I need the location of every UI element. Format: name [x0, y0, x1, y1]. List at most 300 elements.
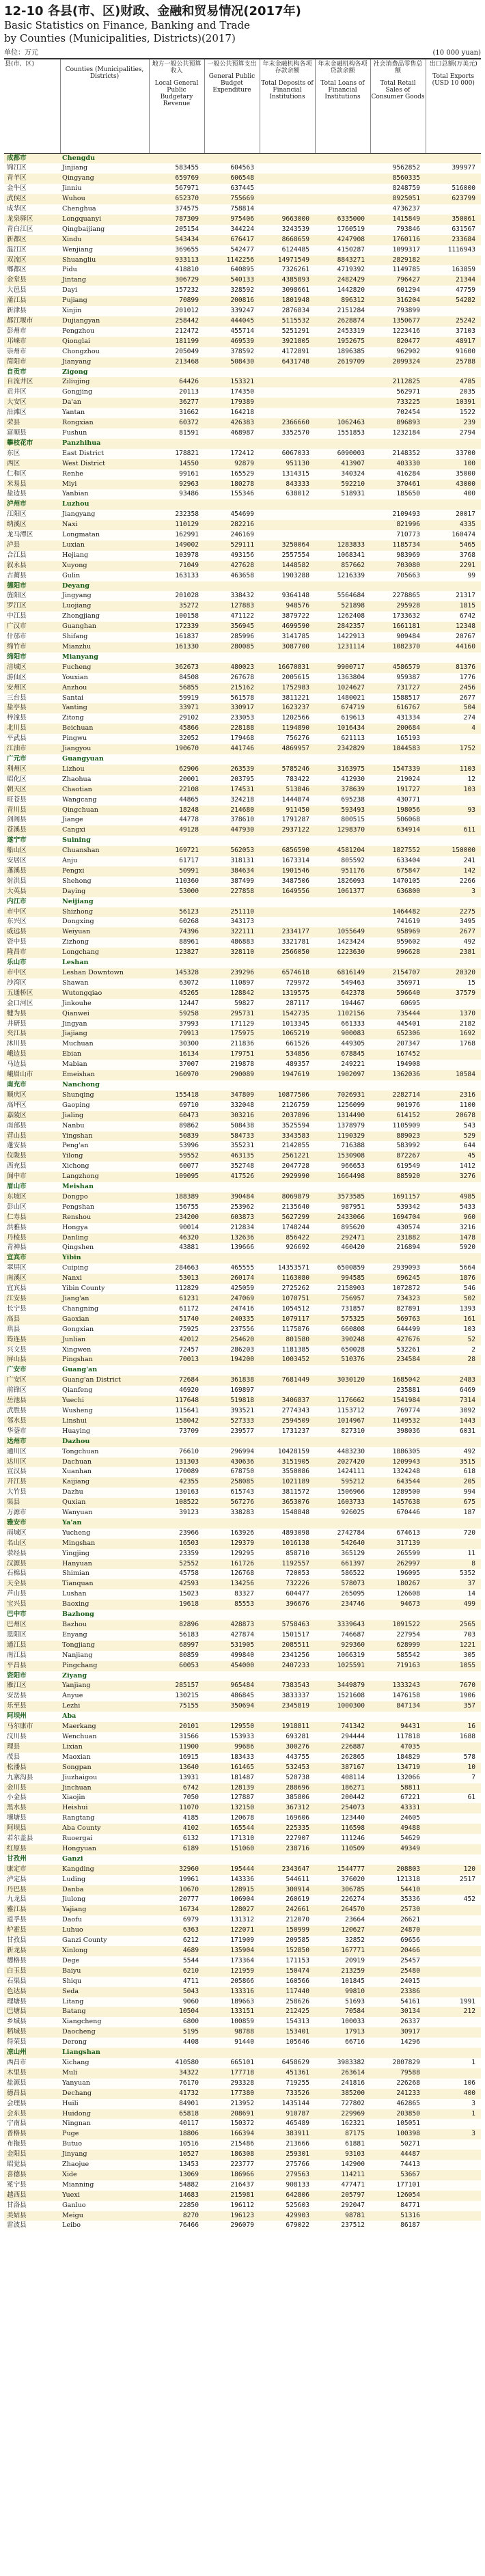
- revenue-cell: 23359: [179, 1549, 199, 1557]
- exports-cell: 161: [463, 1315, 475, 1323]
- loans-cell: 412930: [341, 775, 365, 783]
- table-row: [4, 989, 481, 999]
- deposits-cell: 3811221: [281, 694, 309, 702]
- table-row: [4, 215, 481, 225]
- loans-cell: 1442820: [337, 286, 365, 294]
- exports-cell: 631567: [452, 225, 475, 233]
- exports-cell: 1776: [459, 673, 475, 681]
- retail-cell: 126054: [396, 2191, 420, 2199]
- loans-cell: 254073: [341, 1804, 365, 1812]
- expenditure-cell: 332048: [230, 1101, 254, 1109]
- revenue-cell: 75155: [179, 1702, 199, 1710]
- row-name-cn: 利州区: [7, 765, 27, 773]
- retail-cell: 86187: [400, 2221, 420, 2230]
- exports-cell: [426, 2017, 481, 2027]
- exports-cell: 5433: [459, 1203, 475, 1211]
- retail-cell: 165193: [396, 735, 420, 743]
- retail-cell: 702454: [396, 409, 420, 417]
- deposits-cell: [260, 754, 315, 765]
- row-name-en: Jiangyou: [62, 745, 92, 753]
- revenue-cell: 4408: [182, 2038, 199, 2046]
- retail-cell: [370, 653, 426, 663]
- exports-cell: 43000: [456, 480, 475, 488]
- loans-cell: 385200: [341, 2089, 365, 2097]
- exports-cell: 37103: [456, 327, 475, 335]
- expenditure-cell: 194200: [230, 1356, 254, 1364]
- retail-cell: 539342: [396, 1203, 420, 1211]
- table-row: [4, 1569, 481, 1579]
- exports-cell: 187: [463, 1509, 475, 1517]
- loans-cell: 194467: [341, 999, 365, 1007]
- retail-cell: 889023: [396, 1132, 420, 1140]
- expenditure-cell: 975406: [230, 215, 254, 223]
- revenue-cell: 170089: [175, 1468, 199, 1476]
- row-name-cn: 泸州市: [7, 500, 27, 508]
- retail-cell: 1661181: [392, 622, 420, 631]
- expenditure-cell: 172412: [230, 449, 254, 457]
- retail-cell: 8560335: [392, 174, 420, 182]
- exports-cell: 305: [463, 1651, 475, 1659]
- expenditure-cell: 128842: [230, 989, 254, 997]
- retail-cell: [370, 836, 426, 846]
- row-name-cn: 东区: [7, 449, 20, 457]
- expenditure-cell: [204, 1712, 260, 1722]
- expenditure-cell: 180278: [230, 480, 254, 488]
- expenditure-cell: 129295: [230, 1549, 254, 1557]
- exports-cell: 4: [471, 724, 475, 732]
- deposits-cell: 1903288: [281, 571, 309, 579]
- revenue-cell: 9060: [182, 1997, 199, 2005]
- deposits-cell: 260619: [286, 1895, 309, 1904]
- expenditure-cell: 387499: [230, 877, 254, 885]
- exports-cell: 492: [463, 938, 475, 946]
- loans-cell: 292471: [341, 1233, 365, 1242]
- deposits-cell: 153401: [286, 2028, 309, 2036]
- table-row: [4, 184, 481, 194]
- row-name-en: Shawan: [62, 978, 89, 987]
- loans-cell: [315, 2048, 370, 2058]
- row-name-cn: 绵阳市: [7, 653, 27, 661]
- exports-cell: 93: [467, 806, 475, 814]
- expenditure-cell: 267678: [230, 673, 254, 681]
- revenue-cell: 31566: [179, 1732, 199, 1740]
- row-name-en: Yanting: [62, 704, 87, 712]
- retail-cell: 1149532: [392, 1416, 420, 1425]
- deposits-cell: 3352570: [281, 428, 309, 437]
- loans-cell: [315, 530, 370, 540]
- deposits-cell: 1065219: [281, 1030, 309, 1038]
- row-name-en: Lizhou: [62, 765, 85, 773]
- loans-cell: 123440: [341, 1814, 365, 1822]
- exports-cell: [426, 1518, 481, 1529]
- revenue-cell: 10527: [179, 2150, 199, 2159]
- loans-cell: 4483230: [337, 1447, 365, 1455]
- row-name-cn: 旺苍县: [7, 795, 27, 804]
- expenditure-cell: 215162: [230, 683, 254, 691]
- expenditure-cell: 352748: [230, 1162, 254, 1170]
- retail-cell: 398036: [396, 1427, 420, 1435]
- retail-cell: 2154707: [392, 969, 420, 976]
- retail-cell: 619549: [396, 1162, 420, 1170]
- row-name-cn: 朝天区: [7, 785, 27, 793]
- expenditure-cell: 486845: [230, 1692, 254, 1700]
- revenue-cell: 54882: [179, 2180, 199, 2189]
- row-name-en: Gulin: [62, 571, 81, 579]
- exports-cell: 2275: [459, 907, 475, 916]
- exports-cell: 2794: [459, 428, 475, 437]
- row-name-cn: 合江县: [7, 551, 27, 559]
- table-row: [4, 1488, 481, 1498]
- retail-cell: [370, 1712, 426, 1722]
- exports-cell: [426, 734, 481, 744]
- loans-cell: 1016434: [337, 724, 365, 732]
- retail-cell: 644499: [396, 1325, 420, 1333]
- retail-cell: 8248759: [392, 184, 420, 193]
- expenditure-cell: 251110: [230, 907, 254, 916]
- exports-cell: 103: [463, 1325, 475, 1333]
- exports-cell: [426, 1539, 481, 1549]
- exports-cell: 160474: [452, 531, 475, 539]
- row-name-en: Mianzhu: [62, 643, 92, 650]
- row-name-cn: 市中区: [7, 907, 27, 916]
- loans-cell: [315, 387, 370, 398]
- retail-cell: 793846: [396, 225, 420, 233]
- loans-cell: 1176662: [337, 1397, 365, 1405]
- row-name-en: Shimian: [62, 1570, 89, 1578]
- deposits-cell: 1791287: [281, 816, 309, 824]
- revenue-cell: 80859: [179, 1651, 199, 1659]
- exports-cell: [426, 2160, 481, 2170]
- revenue-cell: 56855: [179, 683, 199, 691]
- loans-cell: 265095: [341, 1590, 365, 1598]
- deposits-cell: 1202566: [281, 714, 309, 722]
- loans-cell: [315, 907, 370, 918]
- row-name-cn: 雁江区: [7, 1682, 27, 1690]
- row-name-cn: 苍溪县: [7, 826, 27, 834]
- row-name-cn: 宜宾市: [7, 1254, 27, 1262]
- row-name-en: Qingshen: [62, 1244, 94, 1252]
- loans-cell: 234746: [341, 1600, 365, 1608]
- exports-cell: 994: [463, 1488, 475, 1496]
- row-name-cn: 渠县: [7, 1498, 20, 1507]
- table-row: [4, 2027, 481, 2038]
- revenue-cell: 205049: [175, 347, 199, 355]
- retail-cell: 1760116: [392, 235, 420, 243]
- row-name-cn: 崇州市: [7, 347, 27, 355]
- retail-cell: 643544: [396, 1478, 420, 1486]
- loans-cell: [315, 1854, 370, 1865]
- city-row: [4, 1080, 481, 1091]
- row-name-cn: 雨城区: [7, 1529, 27, 1537]
- loans-cell: 120627: [341, 1926, 365, 1934]
- retail-cell: 506068: [396, 816, 420, 824]
- exports-cell: 54282: [456, 297, 475, 305]
- revenue-cell: 74396: [179, 928, 199, 936]
- revenue-cell: 61231: [179, 1295, 199, 1302]
- row-name-en: Jingyang: [62, 592, 92, 600]
- revenue-cell: 60473: [179, 1111, 199, 1119]
- loans-cell: 549463: [341, 978, 365, 987]
- row-name-cn: 广元市: [7, 754, 27, 763]
- table-row: [4, 1060, 481, 1070]
- row-name-cn: 汶川县: [7, 1732, 27, 1740]
- expenditure-cell: 493156: [230, 551, 254, 559]
- exports-cell: 3: [471, 2130, 475, 2138]
- row-name-cn: 威远县: [7, 928, 27, 936]
- exports-cell: 2316: [459, 1091, 475, 1099]
- loans-cell: 205797: [341, 2191, 365, 2199]
- row-name-en: Guanghan: [62, 622, 96, 631]
- retail-cell: 54629: [400, 1835, 420, 1843]
- table-row: [4, 1620, 481, 1630]
- deposits-cell: 1623237: [281, 704, 309, 712]
- table-row: [4, 1141, 481, 1151]
- expenditure-cell: 393521: [230, 1406, 254, 1414]
- row-name-cn: 简阳市: [7, 357, 27, 366]
- exports-cell: 8: [471, 1559, 475, 1567]
- retail-cell: [370, 1610, 426, 1620]
- expenditure-cell: [204, 153, 260, 163]
- exports-cell: 142: [463, 866, 475, 875]
- loans-cell: 1760519: [337, 225, 365, 233]
- deposits-cell: 1649556: [281, 887, 309, 895]
- row-name-cn: 安州区: [7, 683, 27, 691]
- revenue-cell: 65818: [179, 2109, 199, 2118]
- row-name-cn: 名山区: [7, 1539, 27, 1547]
- row-name-en: Gaoping: [62, 1101, 90, 1109]
- deposits-cell: 856422: [286, 1233, 309, 1242]
- deposits-cell: 288696: [286, 1783, 309, 1792]
- revenue-cell: [149, 499, 204, 510]
- row-name-en: Jingyan: [62, 1019, 87, 1028]
- table-row: [4, 1732, 481, 1742]
- exports-cell: 52: [467, 1335, 475, 1343]
- loans-cell: 674719: [341, 704, 365, 712]
- retail-cell: 53667: [400, 2170, 420, 2178]
- revenue-cell: 53000: [179, 887, 199, 895]
- row-name-en: Shuangliu: [62, 256, 96, 264]
- row-name-cn: 武侯区: [7, 195, 27, 203]
- row-name-cn: 芦山县: [7, 1590, 27, 1598]
- retail-cell: 226268: [396, 2079, 420, 2087]
- loans-cell: 595212: [341, 1478, 365, 1486]
- revenue-cell: 418810: [175, 266, 199, 274]
- deposits-cell: [260, 499, 315, 510]
- row-name-cn: 都江堰市: [7, 317, 33, 325]
- loans-cell: 226887: [341, 1742, 365, 1751]
- table-row: [4, 591, 481, 601]
- revenue-cell: [149, 1365, 204, 1375]
- exports-cell: 4985: [459, 1192, 475, 1201]
- row-name-cn: 普格县: [7, 2130, 27, 2138]
- loans-cell: 306785: [341, 1885, 365, 1893]
- exports-cell: 47759: [456, 286, 475, 294]
- exports-cell: 3276: [459, 1173, 475, 1181]
- expenditure-cell: 129379: [230, 1539, 254, 1547]
- row-name-en: Lushan: [62, 1590, 87, 1598]
- revenue-cell: 81591: [179, 428, 199, 437]
- deposits-cell: 429903: [286, 2211, 309, 2219]
- row-name-en: Heishui: [62, 1804, 88, 1812]
- deposits-cell: [260, 653, 315, 663]
- loans-cell: 756957: [341, 1295, 365, 1302]
- retail-cell: [370, 1437, 426, 1447]
- row-name-en: Shehong: [62, 877, 92, 885]
- table-row: [4, 316, 481, 327]
- table-row: [4, 663, 481, 673]
- row-name-en: Mabian: [62, 1060, 87, 1069]
- table-row: [4, 2129, 481, 2139]
- loans-cell: [315, 194, 370, 204]
- revenue-cell: 33971: [179, 704, 199, 712]
- table-row: [4, 1885, 481, 1895]
- retail-cell: 35336: [400, 1895, 420, 1904]
- expenditure-cell: [204, 1671, 260, 1682]
- revenue-cell: [149, 836, 204, 846]
- deposits-cell: [260, 377, 315, 387]
- expenditure-cell: 223777: [230, 2161, 254, 2169]
- row-name-cn: 武胜县: [7, 1406, 27, 1414]
- deposits-cell: 1314315: [281, 469, 309, 478]
- exports-cell: 274: [463, 714, 475, 722]
- row-name-en: Xinlong: [62, 1947, 88, 1954]
- revenue-cell: 145328: [175, 969, 199, 976]
- loans-cell: 93103: [345, 2150, 365, 2159]
- table-row: [4, 449, 481, 459]
- table-row: [4, 1345, 481, 1356]
- exports-cell: 1443: [459, 1416, 475, 1425]
- exports-cell: 21317: [456, 592, 475, 600]
- exports-cell: 3768: [459, 551, 475, 559]
- exports-cell: 10584: [456, 1071, 475, 1079]
- deposits-cell: 117440: [286, 1987, 309, 1995]
- exports-cell: 1100: [459, 1101, 475, 1109]
- expenditure-cell: [204, 439, 260, 449]
- row-name-en: Yanjiang: [62, 1682, 91, 1690]
- deposits-cell: 14353571: [277, 1264, 309, 1272]
- table-row: [4, 1549, 481, 1559]
- revenue-cell: 39123: [179, 1509, 199, 1517]
- loans-cell: 661397: [341, 1559, 365, 1567]
- row-name-cn: 涪城区: [7, 663, 27, 671]
- row-name-en: Baoxing: [62, 1600, 89, 1608]
- revenue-cell: 158042: [175, 1416, 199, 1425]
- row-name-en: Leibo: [62, 2221, 81, 2230]
- expenditure-cell: 203795: [230, 775, 254, 783]
- revenue-cell: 20001: [179, 775, 199, 783]
- row-name-cn: 得荣县: [7, 2038, 27, 2046]
- retail-cell: 827891: [396, 1304, 420, 1313]
- deposits-cell: 2341256: [281, 1651, 309, 1659]
- retail-cell: 416284: [396, 469, 420, 478]
- revenue-cell: 44778: [179, 816, 199, 824]
- loans-cell: 1153712: [337, 1406, 365, 1414]
- loans-cell: 4150287: [337, 245, 365, 254]
- loans-cell: 2433066: [337, 1213, 365, 1221]
- revenue-cell: 46920: [179, 1386, 199, 1395]
- expenditure-cell: 378610: [230, 816, 254, 824]
- expenditure-cell: 531905: [230, 1641, 254, 1649]
- row-name-en: West District: [62, 459, 106, 467]
- revenue-cell: 70013: [179, 1356, 199, 1364]
- row-name-cn: 平昌县: [7, 1661, 27, 1669]
- loans-cell: 621113: [341, 735, 365, 743]
- row-name-en: Tongjiang: [62, 1641, 95, 1649]
- loans-cell: 575325: [341, 1315, 365, 1323]
- revenue-cell: 46320: [179, 1233, 199, 1242]
- loans-cell: 5564684: [337, 592, 365, 600]
- row-name-cn: 邛崃市: [7, 337, 27, 345]
- deposits-cell: [260, 836, 315, 846]
- exports-cell: 20320: [456, 969, 475, 976]
- deposits-cell: 10428159: [277, 1447, 309, 1455]
- exports-cell: [426, 1060, 481, 1070]
- revenue-cell: 4689: [182, 1947, 199, 1954]
- retail-cell: 670446: [396, 1509, 420, 1517]
- row-name-cn: 白玉县: [7, 1967, 27, 1975]
- retail-cell: 2099324: [392, 357, 420, 366]
- row-name-en: Huidong: [62, 2109, 91, 2118]
- retail-cell: 1099317: [392, 245, 420, 254]
- row-name-en: Chenghua: [62, 205, 96, 213]
- loans-cell: [315, 163, 370, 174]
- city-row: [4, 1610, 481, 1620]
- revenue-cell: 99161: [179, 469, 199, 478]
- revenue-cell: 16134: [179, 1050, 199, 1058]
- retail-cell: 1350677: [392, 317, 420, 325]
- row-name-cn: 大邑县: [7, 286, 27, 294]
- retail-cell: 25730: [400, 1906, 420, 1914]
- table-row: [4, 1651, 481, 1661]
- loans-cell: [315, 398, 370, 408]
- exports-cell: [426, 1844, 481, 1854]
- loans-cell: 896312: [341, 297, 365, 305]
- row-name-cn: 安居区: [7, 857, 27, 865]
- deposits-cell: 3921805: [281, 337, 309, 345]
- retail-cell: 431334: [396, 714, 420, 722]
- row-name-en: Longmatan: [62, 531, 100, 539]
- row-name-cn: 东坡区: [7, 1192, 27, 1201]
- row-name-en: Rangtang: [62, 1814, 95, 1822]
- retail-cell: [370, 1253, 426, 1263]
- loans-cell: 2619709: [337, 357, 365, 366]
- loans-cell: 263614: [341, 2068, 365, 2077]
- retail-cell: 909484: [396, 633, 420, 641]
- loans-cell: 518931: [341, 490, 365, 498]
- expenditure-cell: 122071: [230, 1926, 254, 1934]
- row-name-en: Luojiang: [62, 602, 92, 610]
- deposits-cell: [260, 439, 315, 449]
- loans-cell: [315, 204, 370, 215]
- loans-cell: 987951: [341, 1203, 365, 1211]
- loans-cell: 449305: [341, 1040, 365, 1048]
- loans-cell: 994585: [341, 1274, 365, 1283]
- table-row: [4, 642, 481, 653]
- deposits-cell: 3833337: [281, 1692, 309, 1700]
- table-row: [4, 1763, 481, 1773]
- table-row: [4, 1926, 481, 1936]
- row-name-en: Quxian: [62, 1498, 86, 1507]
- row-name-cn: 沿滩区: [7, 409, 27, 417]
- revenue-cell: 131303: [175, 1457, 199, 1466]
- revenue-cell: 258442: [175, 317, 199, 325]
- retail-cell: 44487: [400, 2150, 420, 2159]
- table-row: [4, 887, 481, 897]
- retail-cell: 1588517: [392, 694, 420, 702]
- loans-cell: 1544777: [337, 1865, 365, 1873]
- deposits-cell: 169606: [286, 1814, 309, 1822]
- retail-cell: 2112825: [392, 378, 420, 386]
